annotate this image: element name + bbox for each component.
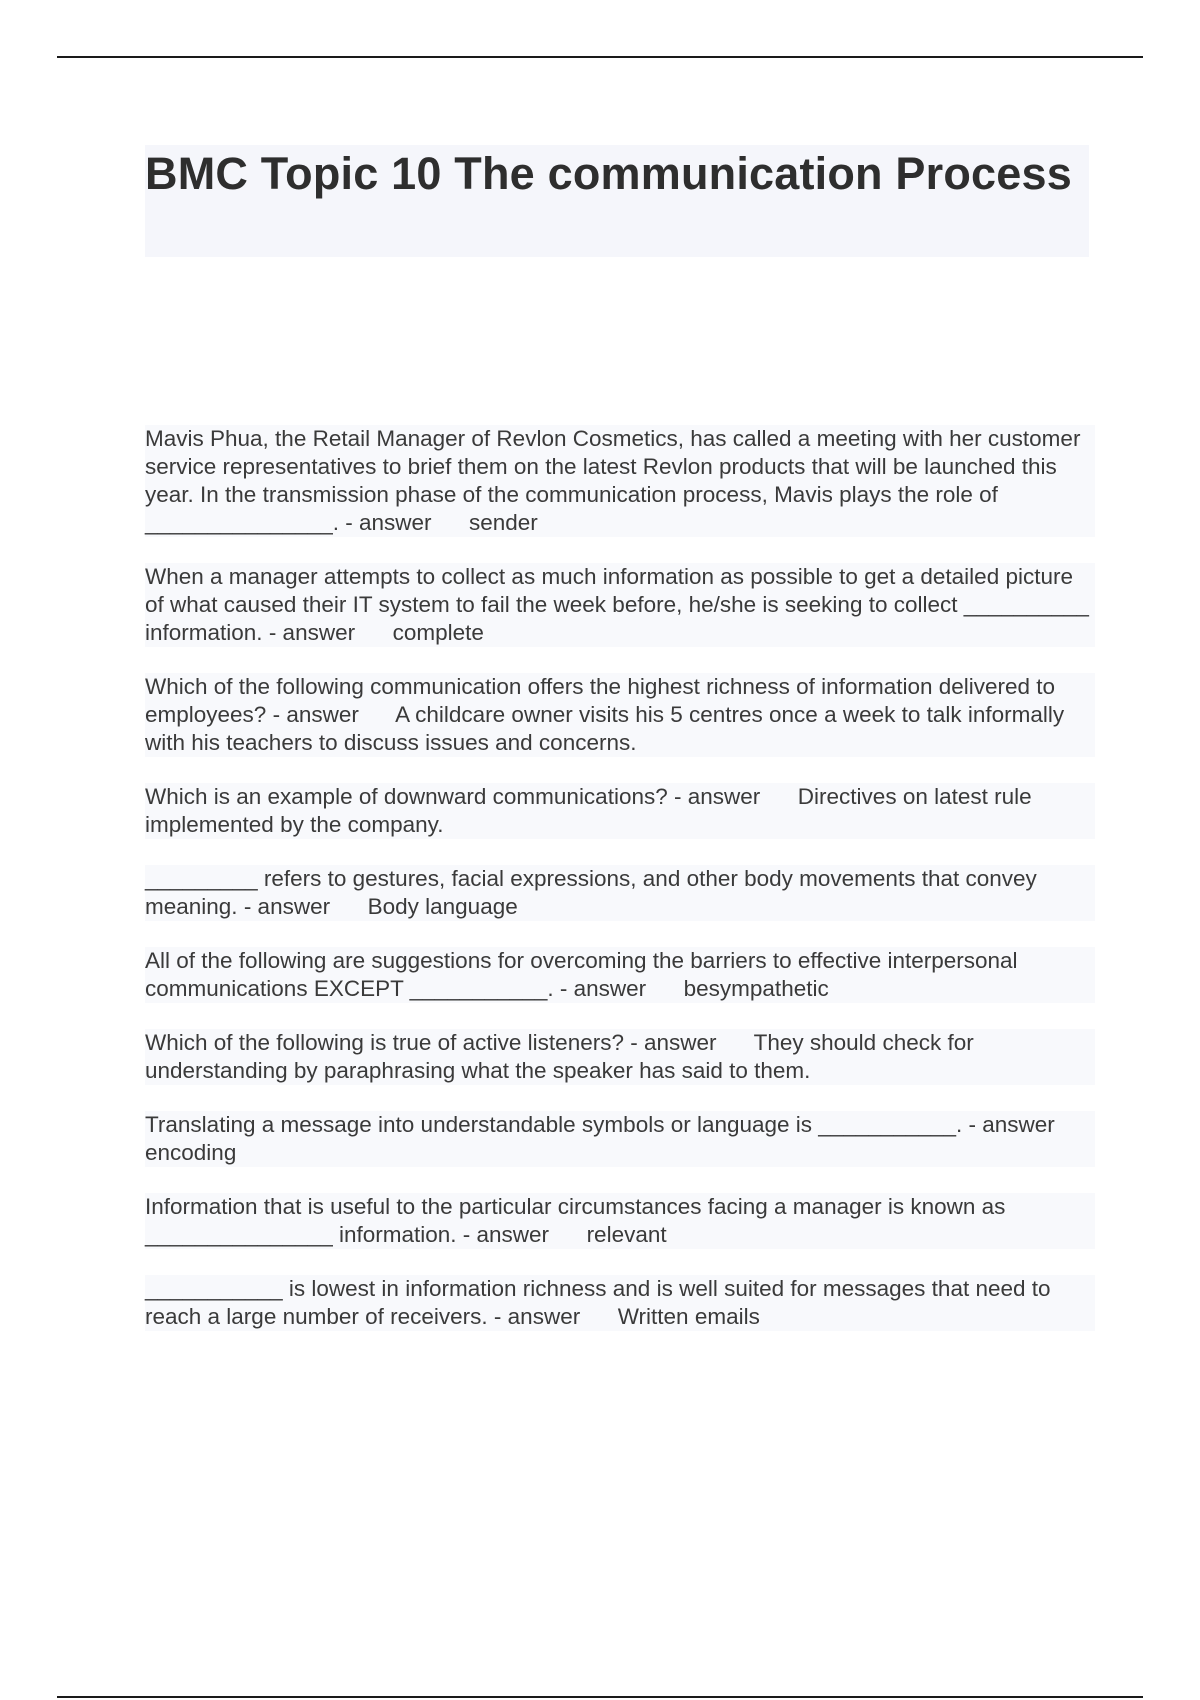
- qa-item-7: [145, 1029, 1095, 1085]
- question-text: Translating a message into understandable symbols or language is ___________.: [145, 1112, 963, 1137]
- answer-separator: - answer: [262, 620, 393, 645]
- answer-text: relevant: [586, 1222, 667, 1247]
- answer-separator: - answer: [237, 894, 368, 919]
- question-text: ___________ is lowest in information richness and is well suited for messages that need to reach a large number of receivers.: [145, 1276, 1057, 1329]
- answer-separator: - answer: [962, 1112, 1093, 1137]
- answer-separator: - answer: [667, 784, 798, 809]
- qa-list: [145, 425, 1095, 1357]
- question-text: Which of the following is true of active listeners?: [145, 1030, 624, 1055]
- question-text: Information that is useful to the particular circumstances facing a manager is known as _______________ information.: [145, 1194, 1012, 1247]
- question-text: All of the following are suggestions for overcoming the barriers to effective interpersonal communications EXCEPT ___________.: [145, 948, 1024, 1001]
- qa-item-9: [145, 1193, 1095, 1249]
- question-text: Which of the following communication offers the highest richness of information delivered to employees?: [145, 674, 1062, 727]
- answer-separator: - answer: [623, 1030, 754, 1055]
- title-block: [145, 145, 1089, 257]
- answer-text: They should check for understanding by paraphrasing what the speaker has said to them.: [145, 1030, 981, 1083]
- question-text: _________ refers to gestures, facial expressions, and other body movements that convey meaning.: [145, 866, 1044, 919]
- qa-item-8: [145, 1111, 1095, 1167]
- qa-item-1: [145, 425, 1095, 537]
- qa-item-4: [145, 783, 1095, 839]
- qa-item-10: [145, 1275, 1095, 1331]
- qa-item-2: [145, 563, 1095, 647]
- answer-text: encoding: [145, 1140, 237, 1165]
- qa-item-5: [145, 865, 1095, 921]
- question-text: Mavis Phua, the Retail Manager of Revlon Cosmetics, has called a meeting with her customer service representatives to brief them on the latest Revlon products that will be launched this year. In the transmission phase of the communication process, Mavis plays the role of _______________.: [145, 426, 1087, 535]
- question-text: When a manager attempts to collect as much information as possible to get a detailed picture of what caused their IT system to fail the week before, he/she is seeking to collect __________ information.: [145, 564, 1096, 645]
- answer-separator: - answer: [338, 510, 469, 535]
- qa-item-3: [145, 673, 1095, 757]
- answer-text: Written emails: [617, 1304, 760, 1329]
- answer-text: besympathetic: [683, 976, 829, 1001]
- bottom-rule: [57, 1696, 1143, 1698]
- answer-separator: - answer: [266, 702, 396, 727]
- answer-separator: - answer: [553, 976, 684, 1001]
- answer-text: A childcare owner visits his 5 centres once a week to talk informally with his teachers to discuss issues and concerns.: [145, 702, 1071, 755]
- answer-text: Directives on latest rule implemented by the company.: [145, 784, 1038, 837]
- answer-separator: - answer: [456, 1222, 587, 1247]
- answer-separator: - answer: [487, 1304, 618, 1329]
- answer-text: complete: [392, 620, 484, 645]
- qa-item-6: [145, 947, 1095, 1003]
- page-title: BMC Topic 10 The communication Process: [145, 148, 1072, 199]
- answer-text: sender: [469, 510, 538, 535]
- answer-text: Body language: [367, 894, 518, 919]
- top-rule: [57, 56, 1143, 58]
- question-text: Which is an example of downward communications?: [145, 784, 668, 809]
